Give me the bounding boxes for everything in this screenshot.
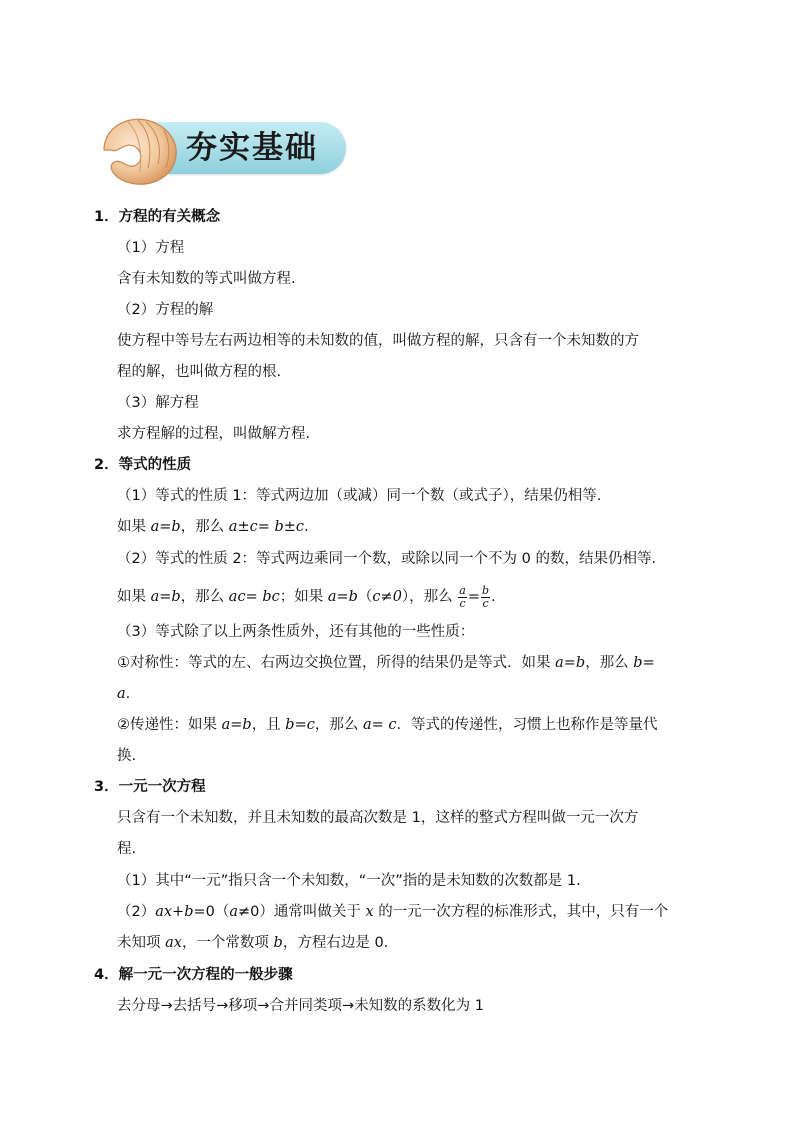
text-fragment: ①对称性：等式的左、右两边交换位置，所得的结果仍是等式．如果 (117, 655, 556, 671)
text-fragment: （2） (117, 904, 156, 920)
sec1-sub1: （1）方程 (117, 240, 185, 256)
text-fragment: ，那么 (180, 589, 229, 605)
text-fragment: . (491, 589, 496, 605)
math-expression: a=b (221, 717, 252, 733)
text-fragment: ，那么 (180, 519, 229, 535)
section-banner (98, 110, 350, 192)
sec2-property-2-example (117, 584, 496, 610)
sec2-property-2: （2）等式的性质 2：等式两边乘同一个数，或除以同一个不为 0 的数，结果仍相等. (117, 551, 657, 567)
fraction-b-over-c (481, 585, 490, 610)
section-4-title: 4．解一元一次方程的一般步骤 (94, 967, 293, 983)
text-fragment: =0（ (193, 904, 230, 920)
math-expression: a (229, 904, 239, 920)
section-3-title: 3．一元一次方程 (94, 779, 206, 795)
math-expression: ax (165, 935, 182, 951)
text-fragment: . (125, 686, 131, 702)
sec1-def1: 含有未知数的等式叫做方程. (117, 271, 296, 287)
sec2-transitivity-line2: 换. (117, 748, 137, 764)
text-fragment: ，方程右边是 0. (282, 935, 389, 951)
math-expression: a±c= b±c (228, 519, 305, 535)
text-fragment: 的一元一次方程的标准形式，其中，只有一个 (373, 904, 669, 920)
fraction-a-over-c (458, 585, 467, 610)
math-expression: a (117, 686, 126, 702)
sec2-property-1: （1）等式的性质 1：等式两边加（或减）同一个数（或式子），结果仍相等. (117, 488, 602, 504)
math-expression: b=c (285, 717, 315, 733)
math-expression: x (365, 904, 374, 920)
sec1-sub2: （2）方程的解 (117, 302, 214, 318)
math-expression: ax+b (155, 904, 194, 920)
text-fragment: ，一个常数项 (181, 935, 274, 951)
math-expression: b (273, 935, 283, 951)
math-expression: ac= bc (228, 589, 280, 605)
text-fragment: ，且 (251, 717, 286, 733)
text-fragment: ．等式的传递性，习惯上也称作是等量代 (396, 717, 658, 733)
seashell-icon (98, 110, 182, 192)
text-fragment: . (304, 519, 309, 535)
text-fragment: 未知项 (117, 935, 166, 951)
math-expression: a= c (362, 717, 397, 733)
math-expression: a=b (327, 589, 358, 605)
section-1-title: 1．方程的有关概念 (94, 209, 221, 225)
text-fragment: ，那么 (314, 717, 363, 733)
sec3-note-1: （1）其中“一元”指只含一个未知数，“一次”指的是未知数的次数都是 1. (117, 873, 581, 889)
fraction-denominator: c (459, 596, 466, 610)
math-expression: a=b (150, 519, 181, 535)
math-expression: a=b (555, 655, 586, 671)
text-fragment: （ (357, 589, 373, 605)
sec1-def3: 求方程解的过程，叫做解方程. (117, 426, 311, 442)
text-fragment: 如果 (117, 589, 151, 605)
sec1-def2-line2: 程的解，也叫做方程的根. (117, 364, 282, 380)
sec3-definition-line1: 只含有一个未知数，并且未知数的最高次数是 1，这样的整式方程叫做一元一次方 (117, 810, 639, 826)
text-fragment: 如果 (117, 519, 151, 535)
equals-sign: = (467, 589, 480, 605)
sec4-steps: 去分母→去括号→移项→合并同类项→未知数的系数化为 1 (117, 998, 484, 1014)
sec2-property-3-intro: （3）等式除了以上两条性质外，还有其他的一些性质： (117, 624, 475, 640)
sec1-def2-line1: 使方程中等号左右两边相等的未知数的值，叫做方程的解，只含有一个未知数的方 (117, 333, 639, 349)
sec3-note-2-line2 (117, 933, 388, 953)
sec1-sub3: （3）解方程 (117, 395, 199, 411)
math-expression: c≠0 (372, 589, 402, 605)
section-2-title: 2．等式的性质 (94, 457, 192, 473)
sec2-symmetry-line1 (117, 653, 655, 673)
math-expression: b= (633, 655, 655, 671)
text-fragment: ），那么 (401, 589, 453, 605)
sec3-note-2-line1 (117, 902, 668, 922)
math-expression: a=b (150, 589, 181, 605)
sec3-definition-line2: 程. (117, 841, 137, 857)
sec2-symmetry-line2 (117, 684, 130, 704)
text-fragment: ；如果 (279, 589, 328, 605)
banner-title: 夯实基础 (186, 130, 318, 166)
sec2-transitivity-line1 (117, 715, 658, 735)
fraction-numerator: a (459, 583, 466, 597)
sec2-property-1-example (117, 517, 309, 537)
fraction-denominator: c (482, 596, 489, 610)
text-fragment: ②传递性：如果 (117, 717, 222, 733)
fraction-numerator: b (482, 583, 490, 597)
text-fragment: ≠0）通常叫做关于 (238, 904, 366, 920)
text-fragment: ，那么 (585, 655, 634, 671)
